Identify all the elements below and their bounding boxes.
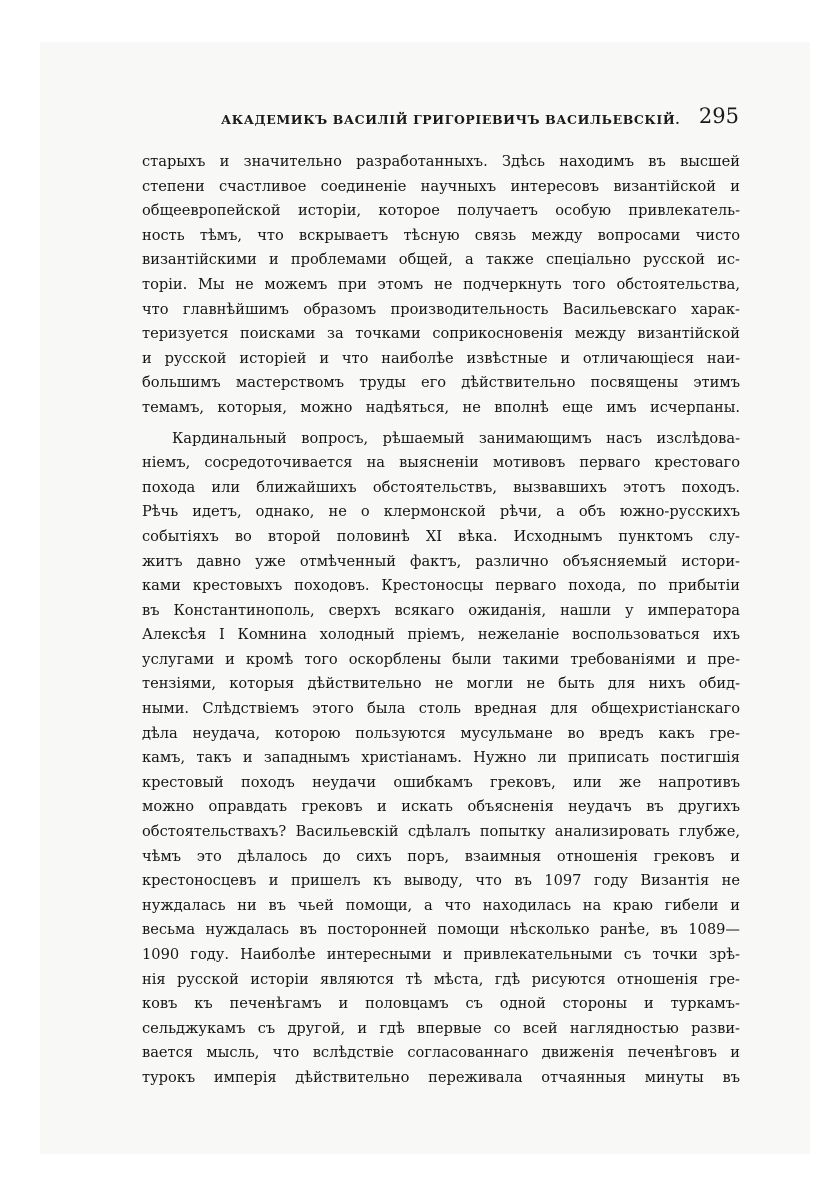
text-line: ными. Слѣдствіемъ этого была столь вредная для общехристіанскаго bbox=[142, 700, 740, 718]
text-line: Алексѣя I Комнина холодный пріемъ, нежеланіе воспользоваться ихъ bbox=[142, 626, 740, 644]
text-line: большимъ мастерствомъ труды его дѣйствительно посвящены этимъ bbox=[142, 374, 740, 392]
text-line: 1090 году. Наиболѣе интересными и привлекательными съ точки зрѣ- bbox=[142, 946, 740, 963]
text-line: византійскими и проблемами общей, а также спеціально русской ис- bbox=[142, 251, 740, 269]
text-line: крестоносцевъ и пришелъ къ выводу, что въ 1097 году Византія не bbox=[142, 872, 740, 890]
text-line: камъ, такъ и западнымъ христіанамъ. Нужно ли приписать постигшія bbox=[142, 749, 740, 767]
text-line: темамъ, которыя, можно надѣяться, не вполнѣ еще имъ исчерпаны. bbox=[142, 398, 740, 416]
text-line: и русской исторіей и что наиболѣе извѣстные и отличающіеся наи- bbox=[142, 349, 740, 367]
text-line: сельджукамъ съ другой, и гдѣ впервые со всей наглядностью разви- bbox=[142, 1019, 740, 1037]
running-title: АКАДЕМИКЪ ВАСИЛІЙ ГРИГОРІЕВИЧЪ ВАСИЛЬЕВСКІЙ. bbox=[221, 112, 681, 127]
text-line: Рѣчь идетъ, однако, не о клермонской рѣчи, а объ южно-русскихъ bbox=[142, 503, 740, 521]
text-line: ковъ къ печенѣгамъ и половцамъ съ одной стороны и туркамъ- bbox=[142, 995, 740, 1013]
text-line: старыхъ и значительно разработанныхъ. Здѣсь находимъ въ высшей bbox=[142, 153, 740, 170]
text-line: обстоятельствахъ? Васильевскій сдѣлалъ попытку анализировать глубже, bbox=[142, 823, 740, 841]
text-line: турокъ имперія дѣйствительно переживала отчаянныя минуты въ bbox=[142, 1068, 740, 1086]
text-line: крестовый походъ неудачи ошибкамъ грековъ, или же напротивъ bbox=[142, 773, 740, 791]
text-line: въ Константинополь, сверхъ всякаго ожиданія, нашли у императора bbox=[142, 601, 740, 619]
page-number: 295 bbox=[698, 104, 739, 128]
text-line: Кардинальный вопросъ, рѣшаемый занимающимъ насъ изслѣдова- bbox=[172, 429, 740, 447]
text-line: теризуется поисками за точками соприкосновенія между византійской bbox=[142, 325, 740, 343]
text-line: торіи. Мы не можемъ при этомъ не подчеркнуть того обстоятельства, bbox=[142, 275, 740, 293]
text-line: чѣмъ это дѣлалось до сихъ поръ, взаимныя отношенія грековъ и bbox=[142, 847, 740, 865]
text-line: общеевропейской исторіи, которое получаетъ особую привлекатель- bbox=[142, 202, 740, 220]
text-line: можно оправдать грековъ и искать объясненія неудачъ въ другихъ bbox=[142, 798, 740, 816]
text-line: что главнѣйшимъ образомъ производительность Васильевскаго харак- bbox=[142, 300, 740, 318]
text-line: услугами и кромѣ того оскорблены были такими требованіями и пре- bbox=[142, 650, 740, 668]
text-line: похода или ближайшихъ обстоятельствъ, вызвавшихъ этотъ походъ. bbox=[142, 478, 740, 496]
text-line: степени счастливое соединеніе научныхъ интересовъ византійской и bbox=[142, 177, 740, 195]
text-line: житъ давно уже отмѣченный фактъ, различно объясняемый истори- bbox=[142, 552, 740, 570]
text-line: нуждалась ни въ чьей помощи, а что находилась на краю гибели и bbox=[142, 896, 740, 914]
text-line: ками крестовыхъ походовъ. Крестоносцы перваго похода, по прибытіи bbox=[142, 577, 740, 595]
paragraph-1 bbox=[142, 150, 740, 421]
text-line: дѣла неудача, которою пользуются мусульмане во вредъ какъ гре- bbox=[142, 724, 740, 742]
text-line: ніемъ, сосредоточивается на выясненіи мотивовъ перваго крестоваго bbox=[142, 454, 740, 472]
text-line: событіяхъ во второй половинѣ XI вѣка. Исходнымъ пунктомъ слу- bbox=[142, 527, 740, 545]
text-line: весьма нуждалась въ посторонней помощи нѣсколько ранѣе, въ 1089— bbox=[142, 921, 740, 939]
text-line: ность тѣмъ, что вскрываетъ тѣсную связь между вопросами чисто bbox=[142, 226, 740, 244]
page-header bbox=[221, 104, 739, 134]
paragraph-2 bbox=[142, 427, 740, 1091]
text-line: тензіями, которыя дѣйствительно не могли не быть для нихъ обид- bbox=[142, 675, 740, 693]
text-line: вается мысль, что вслѣдствіе согласованнаго движенія печенѣговъ и bbox=[142, 1044, 740, 1062]
text-line: нія русской исторіи являются тѣ мѣста, гдѣ рисуются отношенія гре- bbox=[142, 970, 740, 988]
body-text bbox=[142, 150, 740, 1091]
